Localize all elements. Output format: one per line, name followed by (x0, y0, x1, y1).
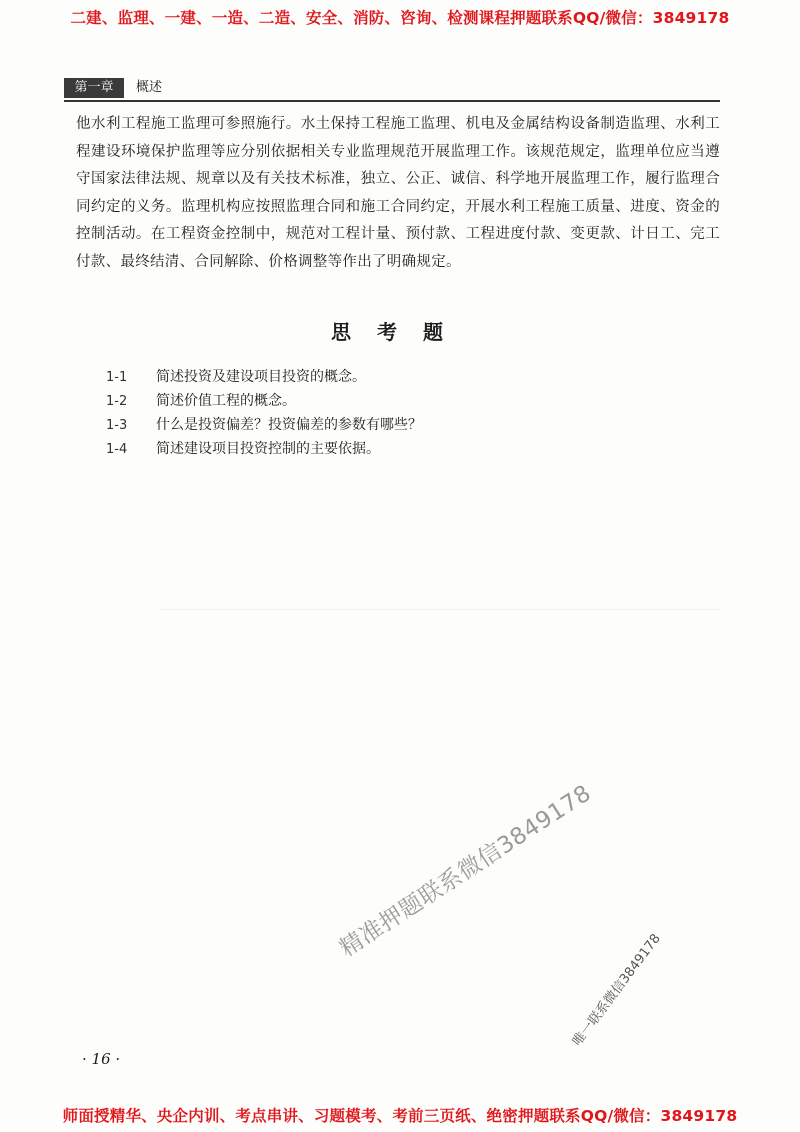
question-text: 什么是投资偏差？投资偏差的参数有哪些？ (156, 417, 422, 433)
question-number: 1-2 (106, 394, 128, 409)
question-number: 1-1 (106, 370, 128, 385)
scan-artifact-line (160, 609, 720, 610)
question-text: 简述投资及建设项目投资的概念。 (156, 369, 366, 385)
chapter-tag: 第一章 (64, 78, 124, 98)
bottom-promo-banner: 师面授精华、央企内训、考点串讲、习题模考、考前三页纸、绝密押题联系QQ/微信：3849178 (62, 1107, 738, 1125)
question-number: 1-4 (106, 442, 128, 457)
watermark-large: 精准押题联系微信3849178 (335, 780, 596, 963)
chapter-name: 概述 (136, 80, 163, 95)
question-item (106, 413, 726, 437)
section-title: 思考题 (331, 320, 469, 344)
page-number: · 16 · (82, 1050, 121, 1068)
question-list (106, 365, 726, 461)
chapter-header (64, 78, 720, 102)
question-number: 1-3 (106, 418, 128, 433)
top-promo-banner: 二建、监理、一建、一造、二造、安全、消防、咨询、检测课程押题联系QQ/微信：3849178 (70, 9, 730, 27)
question-text: 简述价值工程的概念。 (156, 393, 296, 409)
question-text: 简述建设项目投资控制的主要依据。 (156, 441, 380, 457)
question-item (106, 389, 726, 413)
question-item (106, 365, 726, 389)
question-item (106, 437, 726, 461)
watermark-small: 唯一联系微信3849178 (570, 931, 664, 1049)
body-paragraph: 他水利工程施工监理可参照施行。水土保持工程施工监理、机电及金属结构设备制造监理、水利工程建设环境保护监理等应分别依据相关专业监理规范开展监理工作。该规范规定，监理单位应当遵守国家法律法规、规章以及有关技术标准，独立、公正、诚信、科学地开展监理工作，履行监理合同约定的义务。监理机构应按照监理合同和施工合同约定，开展水利工程施工质量、进度、资金的控制活动。在工程资金控制中，规范对工程计量、预付款、工程进度付款、变更款、计日工、完工付款、最终结清、合同解除、价格调整等作出了明确规定。 (76, 116, 720, 270)
